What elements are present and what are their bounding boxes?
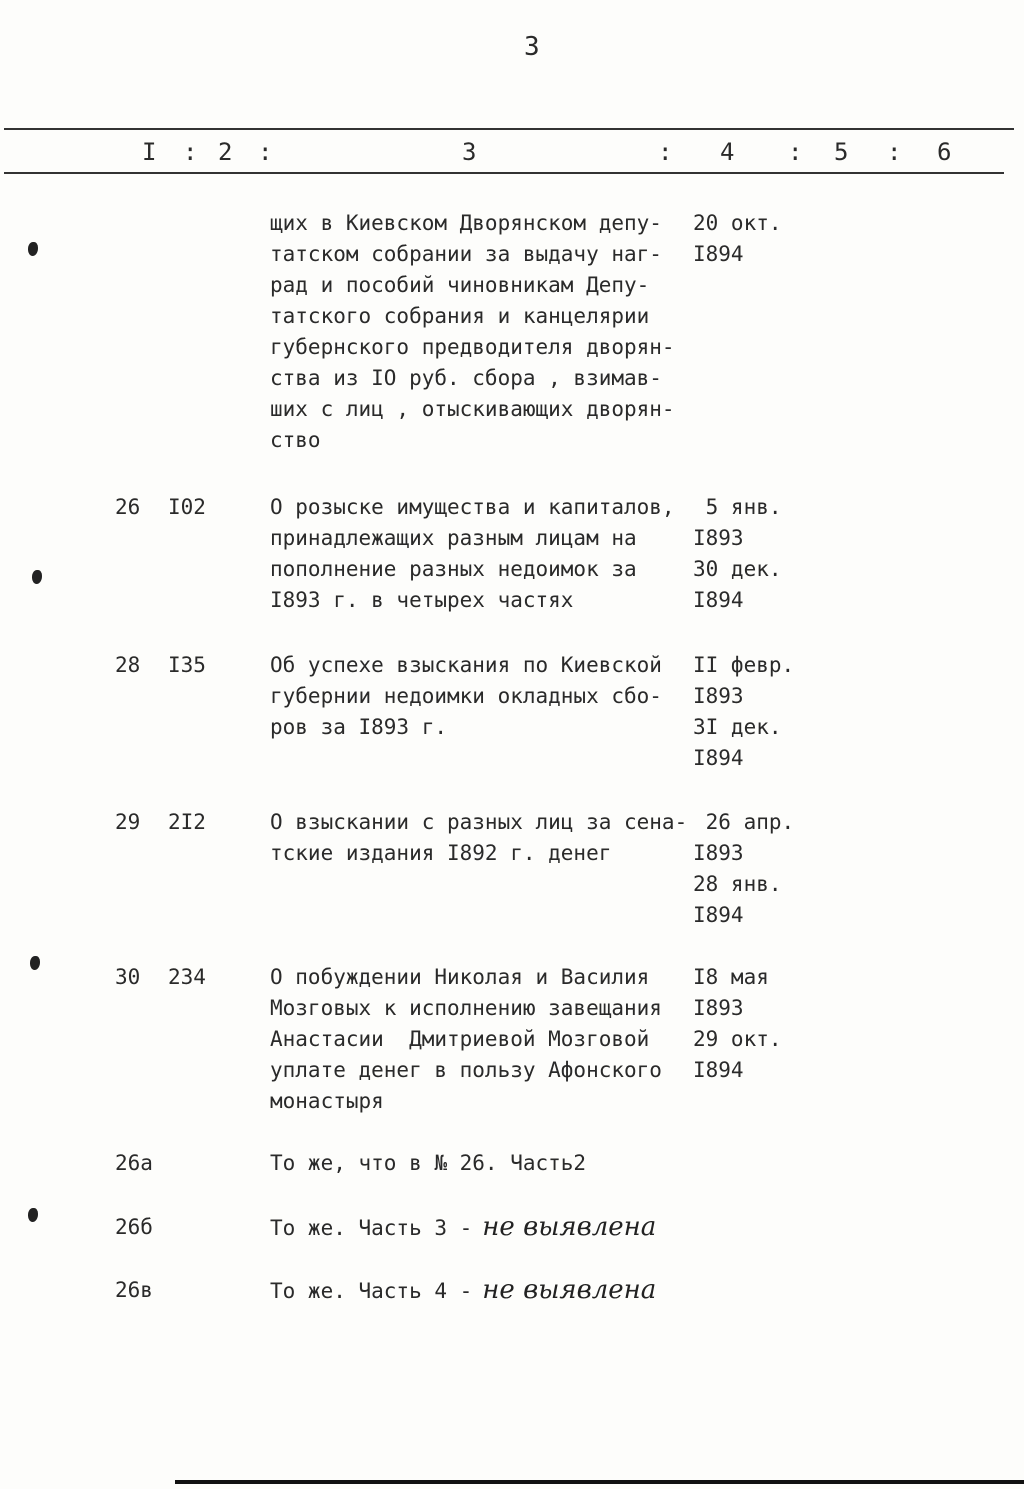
entry-description bbox=[270, 1212, 690, 1244]
entry-dates bbox=[693, 650, 794, 774]
header-col-4: 4 bbox=[720, 138, 735, 166]
description-line: ства из IO руб. сбора , взимав- bbox=[270, 366, 662, 390]
date-line: 30 дек. bbox=[693, 557, 782, 581]
date-line: I893 bbox=[693, 526, 744, 550]
description-line: О розыске имущества и капиталов, bbox=[270, 495, 675, 519]
header-sep-3: : bbox=[658, 138, 673, 166]
description-line: губернии недоимки окладных сбо- bbox=[270, 684, 662, 708]
header-col-6: 6 bbox=[937, 138, 952, 166]
entry-description bbox=[270, 807, 690, 869]
description-line: монастыря bbox=[270, 1089, 384, 1113]
header-col-2: 2 bbox=[218, 138, 233, 166]
description-line: Анастасии Дмитриевой Мозговой bbox=[270, 1027, 650, 1051]
date-line: I894 bbox=[693, 903, 744, 927]
entry-description bbox=[270, 1275, 690, 1307]
description-line: ших с лиц , отыскивающих дворян- bbox=[270, 397, 675, 421]
date-line: I893 bbox=[693, 841, 744, 865]
description-line: щих в Киевском Дворянском депу- bbox=[270, 211, 662, 235]
date-line: I893 bbox=[693, 684, 744, 708]
date-line: I894 bbox=[693, 588, 744, 612]
date-line: I894 bbox=[693, 746, 744, 770]
description-line: рад и пособий чиновникам Депу- bbox=[270, 273, 650, 297]
date-line: I894 bbox=[693, 1058, 744, 1082]
entry-old-number: 2I2 bbox=[168, 810, 206, 834]
entry-dates bbox=[693, 807, 794, 931]
date-line: 26 апр. bbox=[693, 810, 795, 834]
description-line: То же, что в № 26. Часть2 bbox=[270, 1151, 587, 1175]
date-line: I893 bbox=[693, 996, 744, 1020]
header-col-5: 5 bbox=[834, 138, 849, 166]
description-line: тские издания I892 г. денег bbox=[270, 841, 612, 865]
description-line: пополнение разных недоимок за bbox=[270, 557, 637, 581]
entry-number: 26б bbox=[115, 1215, 153, 1239]
header-col-3: 3 bbox=[462, 138, 477, 166]
header-sep-2: : bbox=[258, 138, 273, 166]
bottom-rule bbox=[175, 1480, 1024, 1484]
entry-description bbox=[270, 650, 690, 743]
punch-hole-mark bbox=[28, 242, 38, 256]
punch-hole-mark bbox=[30, 956, 40, 970]
punch-hole-mark bbox=[28, 1208, 38, 1222]
entry-old-number: I02 bbox=[168, 495, 206, 519]
entry-number: 26 bbox=[115, 495, 141, 519]
header-sep-5: : bbox=[887, 138, 902, 166]
header-sep-4: : bbox=[788, 138, 803, 166]
date-line: 3I дек. bbox=[693, 715, 782, 739]
description-line: О взыскании с разных лиц за сена- bbox=[270, 810, 688, 834]
page-number: 3 bbox=[524, 32, 540, 62]
header-col-1: I bbox=[142, 138, 157, 166]
punch-hole-mark bbox=[32, 570, 42, 584]
description-line: принадлежащих разным лицам на bbox=[270, 526, 637, 550]
entry-dates bbox=[693, 492, 782, 616]
entry-description bbox=[270, 208, 690, 456]
description-line: ров за I893 г. bbox=[270, 715, 448, 739]
entry-description bbox=[270, 962, 690, 1117]
entry-number: 28 bbox=[115, 653, 141, 677]
header-sep-1: : bbox=[183, 138, 198, 166]
date-line: I8 мая bbox=[693, 965, 769, 989]
handwritten-note: не выявлена bbox=[482, 1212, 657, 1242]
description-line: татском собрании за выдачу наг- bbox=[270, 242, 662, 266]
description-line: О побуждении Николая и Василия bbox=[270, 965, 650, 989]
entry-number: 26а bbox=[115, 1151, 153, 1175]
entry-old-number: 234 bbox=[168, 965, 206, 989]
description-line: Об успехе взыскания по Киевской bbox=[270, 653, 662, 677]
description-line: I893 г. в четырех частях bbox=[270, 588, 574, 612]
date-line: I894 bbox=[693, 242, 744, 266]
entry-dates bbox=[693, 962, 782, 1086]
entry-description bbox=[270, 492, 690, 616]
entry-dates bbox=[693, 208, 782, 270]
date-line: 5 янв. bbox=[693, 495, 782, 519]
entry-number: 26в bbox=[115, 1278, 153, 1302]
date-line: II февр. bbox=[693, 653, 795, 677]
description-line: То же. Часть 4 - не выявлена bbox=[270, 1275, 657, 1305]
entry-old-number: I35 bbox=[168, 653, 206, 677]
entry-description bbox=[270, 1148, 690, 1179]
description-line: Мозговых к исполнению завещания bbox=[270, 996, 662, 1020]
description-line: ство bbox=[270, 428, 321, 452]
entry-number: 29 bbox=[115, 810, 141, 834]
description-line: татского собрания и канцелярии bbox=[270, 304, 650, 328]
date-line: 28 янв. bbox=[693, 872, 782, 896]
description-line: То же. Часть 3 - не выявлена bbox=[270, 1212, 657, 1242]
description-line: уплате денег в пользу Афонского bbox=[270, 1058, 662, 1082]
top-rule bbox=[4, 128, 1014, 130]
date-line: 20 окт. bbox=[693, 211, 782, 235]
handwritten-note: не выявлена bbox=[482, 1275, 657, 1305]
header-rule bbox=[4, 172, 1004, 174]
date-line: 29 окт. bbox=[693, 1027, 782, 1051]
entry-number: 30 bbox=[115, 965, 141, 989]
description-line: губернского предводителя дворян- bbox=[270, 335, 675, 359]
